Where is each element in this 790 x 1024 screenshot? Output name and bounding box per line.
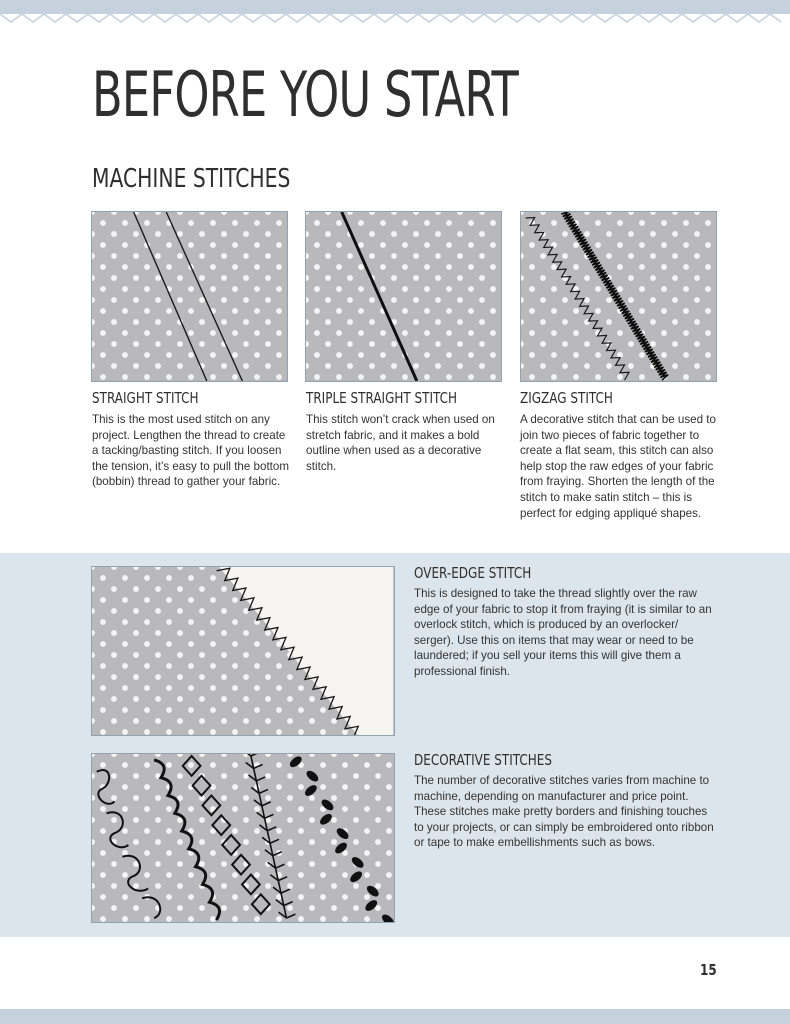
- over-edge-stitch-description: This is designed to take the thread slightly over the raw edge of your fabric to stop it from fraying (it is similar to an overlock stitch, which is produced by an overlocker/ serger). Use this on items that may wear or need to be laundered; if you sell your items this will give them a professional finish.: [414, 587, 712, 678]
- decorative-stitches-description: The number of decorative stitches varies from machine to machine, depending on manufacturer and price point. These stitches make pretty borders and finishing touches to your projects, or can simply be embroidered onto ribbon or tape to make embellishments such as bows.: [414, 774, 714, 850]
- triple-straight-stitch-photo: [305, 211, 502, 382]
- straight-stitch-photo: [91, 211, 288, 382]
- zigzag-stitch-photo: [520, 211, 717, 382]
- decorative-stitches-photo: [91, 753, 395, 923]
- triple-straight-stitch-heading: TRIPLE STRAIGHT STITCH: [306, 389, 458, 407]
- straight-stitch-description: This is the most used stitch on any project. Lengthen the thread to create a tacking/basting stitch. If you loosen the tension, it’s easy to pull the bottom (bobbin) thread to gather your fabric.: [92, 413, 289, 489]
- page-title: BEFORE YOU START: [92, 58, 519, 131]
- top-zigzag-border: [0, 0, 790, 24]
- zigzag-stitch-description: A decorative stitch that can be used to join two pieces of fabric together to create a flat seam, this stitch can also help stop the raw edges of your fabric from fraying. Shorten the length of the stitch to make satin stitch – this is perfect for edging appliqué shapes.: [520, 413, 716, 520]
- bottom-border: [0, 1009, 790, 1024]
- decorative-stitches-heading: DECORATIVE STITCHES: [414, 751, 552, 769]
- straight-stitch-heading: STRAIGHT STITCH: [92, 389, 199, 407]
- over-edge-stitch-lines: [92, 567, 394, 735]
- triple-straight-stitch-line: [306, 212, 501, 381]
- over-edge-stitch-photo: [91, 566, 395, 736]
- straight-stitch-lines: [92, 212, 287, 381]
- zigzag-stitch-lines: [521, 212, 716, 381]
- section-title: MACHINE STITCHES: [92, 164, 291, 194]
- over-edge-stitch-heading: OVER-EDGE STITCH: [414, 564, 532, 582]
- page-number: 15: [700, 961, 717, 979]
- decorative-stitches-lines: [92, 754, 394, 922]
- zigzag-stitch-heading: ZIGZAG STITCH: [520, 389, 613, 407]
- triple-straight-stitch-description: This stitch won’t crack when used on stretch fabric, and it makes a bold outline when used as a decorative stitch.: [306, 413, 495, 473]
